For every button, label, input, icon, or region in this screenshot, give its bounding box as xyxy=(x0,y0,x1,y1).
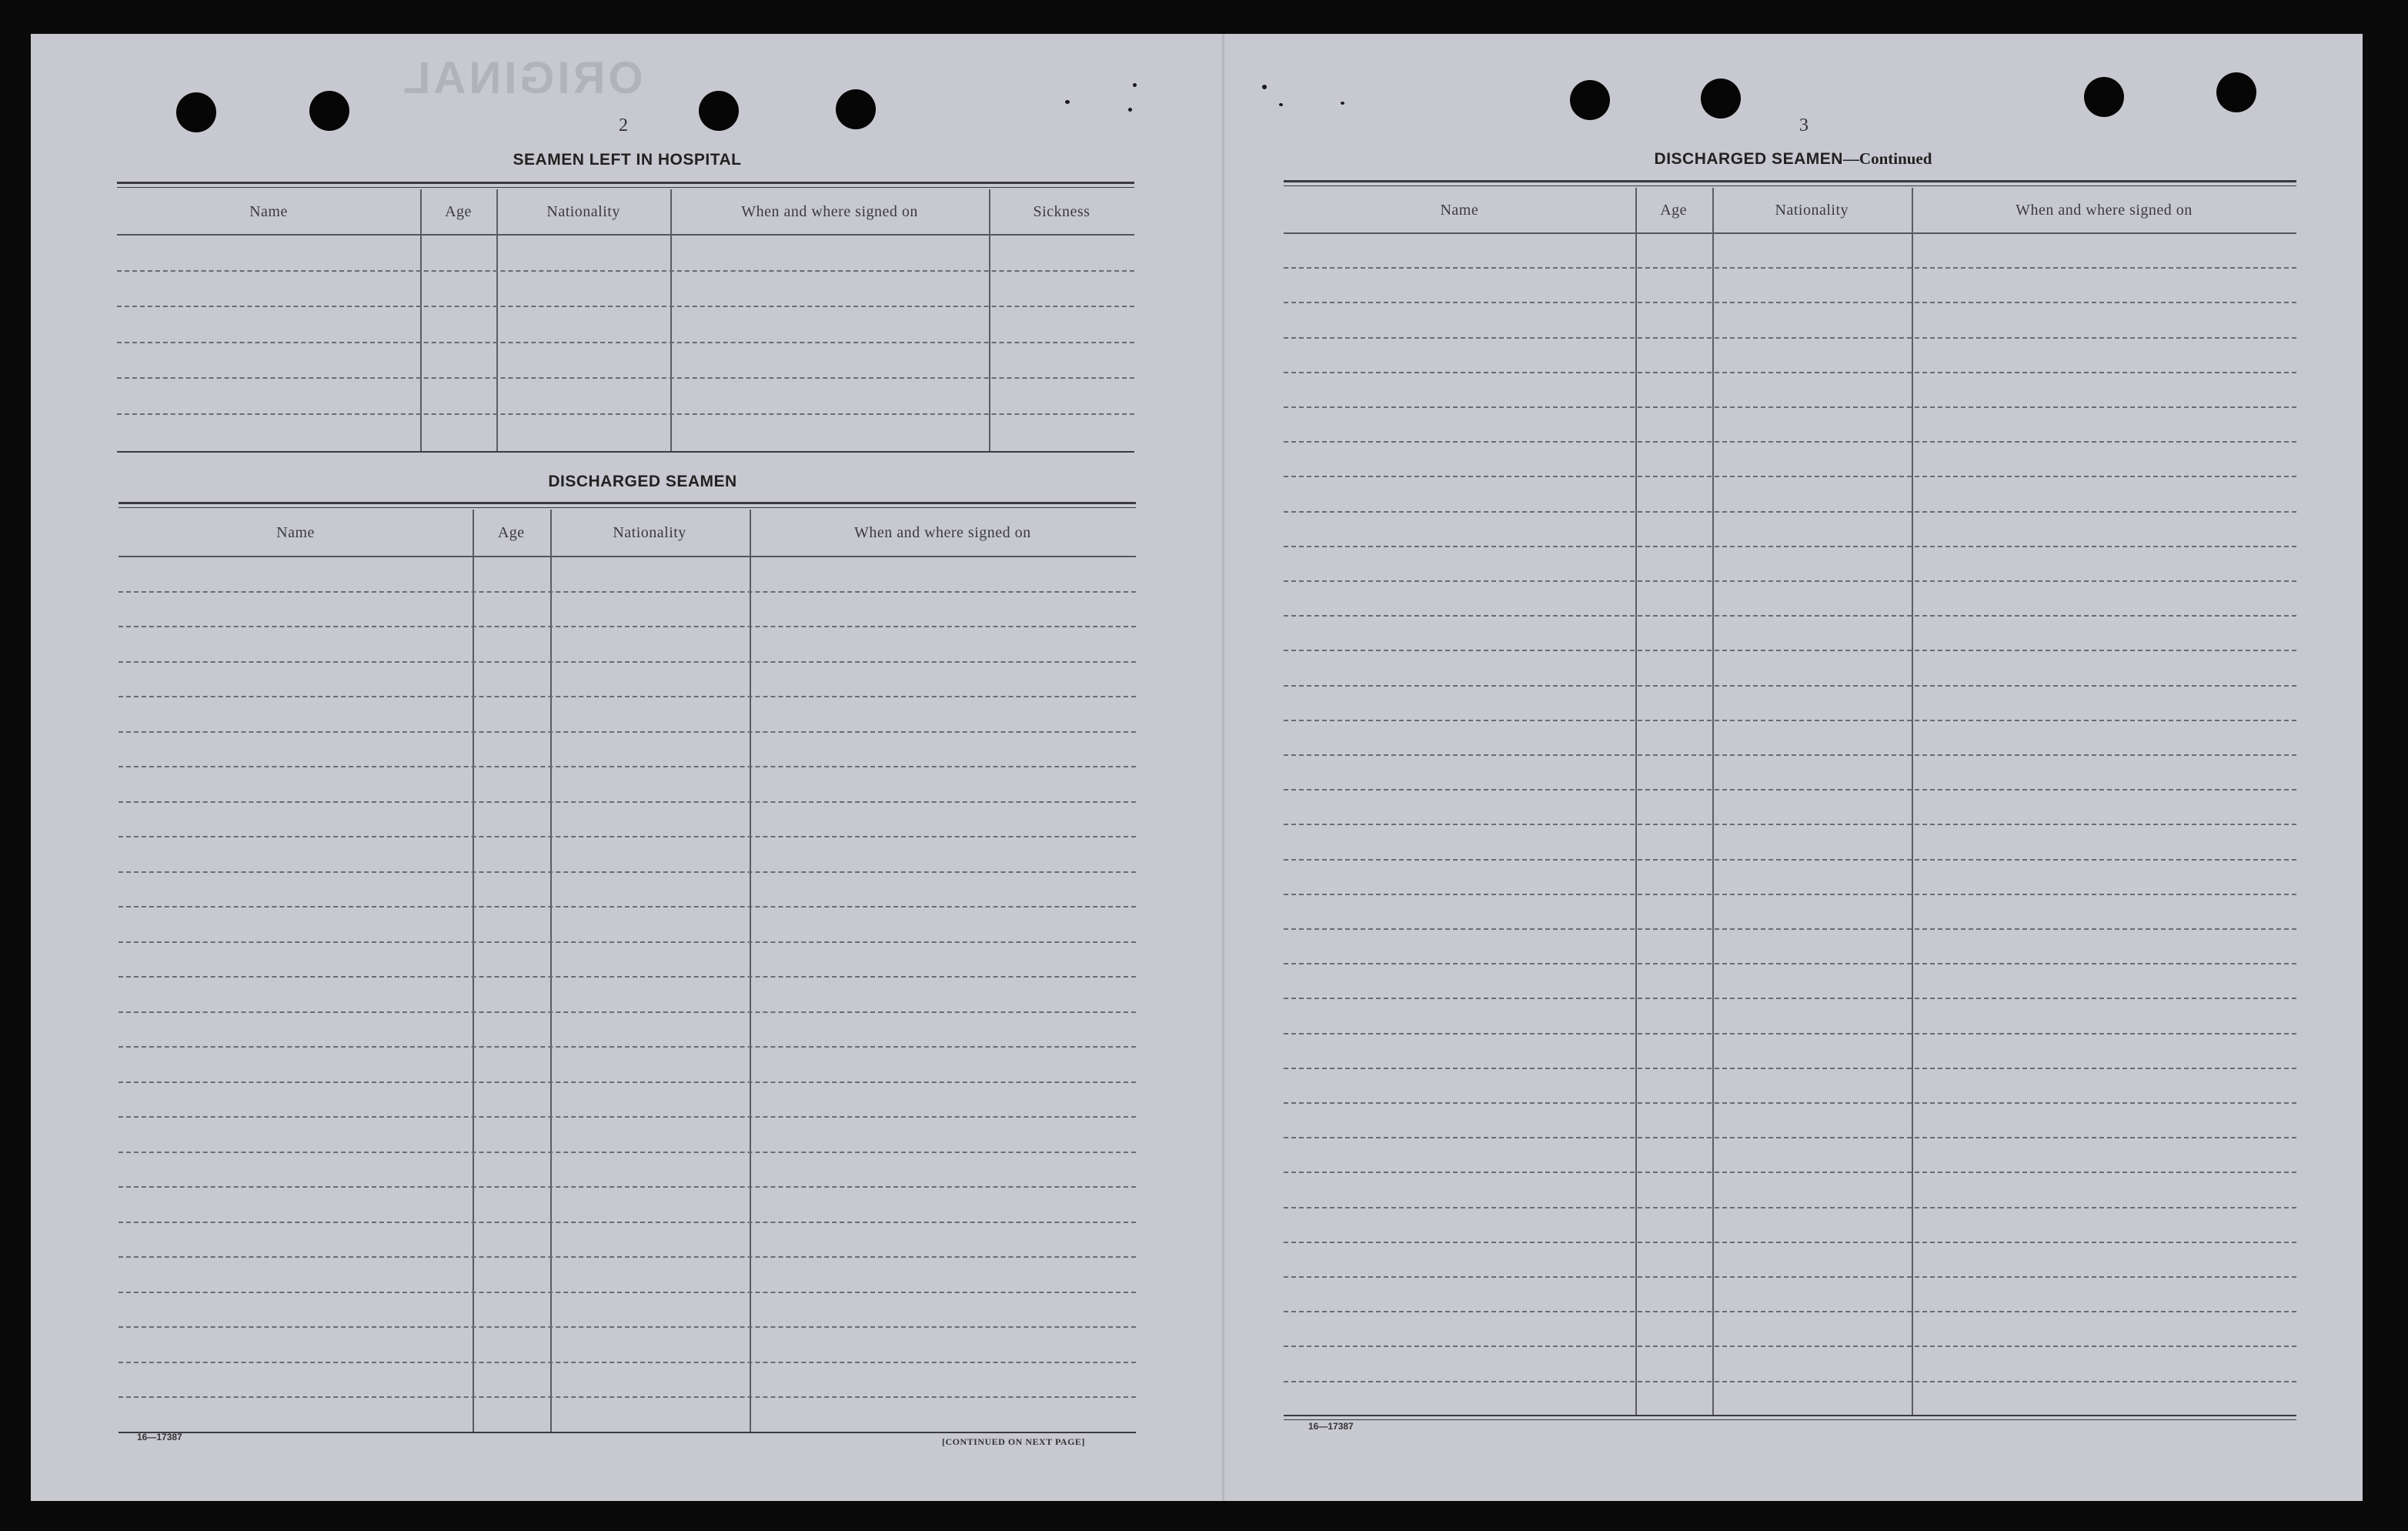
discharged-continued-table xyxy=(1284,180,2296,1415)
table-row xyxy=(117,270,1134,272)
column-divider xyxy=(750,510,751,1432)
column-header-sickness: Sickness xyxy=(1033,203,1090,220)
table-bottom-rule xyxy=(1284,1419,2296,1420)
column-header-name: Name xyxy=(1440,202,1479,219)
table-top-rule xyxy=(119,502,1136,504)
table-row xyxy=(119,626,1136,627)
table-row xyxy=(1284,1207,2296,1208)
table-row xyxy=(1284,824,2296,825)
form-number: 16—17387 xyxy=(137,1432,182,1442)
table-row xyxy=(119,1186,1136,1188)
table-row xyxy=(1284,267,2296,269)
column-header-when-and-where-signed-on: When and where signed on xyxy=(853,524,1031,541)
column-divider xyxy=(670,189,672,451)
table-row xyxy=(1284,685,2296,687)
table-row xyxy=(1284,372,2296,373)
table-row xyxy=(1284,511,2296,513)
table-row xyxy=(119,731,1136,733)
table-row xyxy=(1284,1172,2296,1173)
column-divider xyxy=(420,189,422,451)
section-title-hospital: SEAMEN LEFT IN HOSPITAL xyxy=(513,151,742,169)
punch-hole xyxy=(2216,72,2256,112)
punch-hole xyxy=(1701,79,1741,119)
ink-speck xyxy=(1262,85,1267,89)
column-divider xyxy=(550,510,552,1432)
table-row xyxy=(119,1222,1136,1223)
ink-speck xyxy=(1341,102,1344,105)
table-row xyxy=(119,1152,1136,1153)
table-row xyxy=(1284,1033,2296,1035)
form-number: 16—17387 xyxy=(1308,1421,1354,1432)
table-row xyxy=(1284,1102,2296,1104)
table-row xyxy=(1284,1242,2296,1243)
table-row xyxy=(1284,337,2296,339)
table-row xyxy=(119,1046,1136,1048)
table-row xyxy=(1284,650,2296,651)
discharged-table xyxy=(119,502,1136,1432)
punch-hole xyxy=(1570,80,1610,120)
table-row xyxy=(1284,1345,2296,1347)
original-stamp: ORIGINAL xyxy=(400,53,643,103)
table-top-rule xyxy=(117,182,1134,184)
header-rule xyxy=(117,234,1134,236)
table-row xyxy=(1284,302,2296,303)
table-row xyxy=(1284,720,2296,721)
table-bottom-rule xyxy=(119,1432,1136,1433)
table-row xyxy=(1284,1311,2296,1312)
table-row xyxy=(119,871,1136,873)
table-row xyxy=(119,766,1136,767)
table-row xyxy=(1284,754,2296,756)
punch-hole xyxy=(836,89,876,129)
table-row xyxy=(1284,1137,2296,1138)
table-row xyxy=(119,976,1136,978)
table-row xyxy=(1284,580,2296,582)
table-top-rule xyxy=(117,187,1134,188)
column-divider xyxy=(989,189,990,451)
page-fold xyxy=(1222,34,1224,1501)
section-title-discharged: DISCHARGED SEAMEN xyxy=(548,473,737,490)
table-top-rule xyxy=(1284,180,2296,182)
column-header-name: Name xyxy=(249,203,288,220)
table-row xyxy=(1284,928,2296,930)
punch-hole xyxy=(2084,77,2124,117)
table-row xyxy=(1284,406,2296,408)
table-row xyxy=(119,836,1136,837)
table-row xyxy=(119,591,1136,593)
table-row xyxy=(1284,998,2296,999)
table-bottom-rule xyxy=(117,451,1134,453)
column-header-nationality: Nationality xyxy=(613,524,686,541)
column-divider xyxy=(1712,188,1714,1415)
punch-hole xyxy=(176,92,216,132)
table-row xyxy=(119,941,1136,943)
table-row xyxy=(1284,1381,2296,1382)
column-header-nationality: Nationality xyxy=(1775,202,1849,219)
table-row xyxy=(117,306,1134,307)
table-bottom-rule xyxy=(1284,1415,2296,1416)
table-row xyxy=(1284,894,2296,895)
column-header-name: Name xyxy=(276,524,315,541)
table-row xyxy=(117,377,1134,379)
table-row xyxy=(119,1362,1136,1363)
ink-speck xyxy=(1065,100,1070,104)
table-row xyxy=(1284,1068,2296,1069)
section-title-text: DISCHARGED SEAMEN xyxy=(1654,150,1843,168)
punch-hole xyxy=(699,91,739,131)
table-row xyxy=(119,661,1136,663)
table-row xyxy=(119,696,1136,697)
column-header-age: Age xyxy=(497,524,525,541)
column-divider xyxy=(1635,188,1637,1415)
column-divider xyxy=(1912,188,1913,1415)
continued-note: [CONTINUED ON NEXT PAGE] xyxy=(942,1436,1085,1447)
table-row xyxy=(119,1116,1136,1118)
ink-speck xyxy=(1133,83,1137,87)
column-divider xyxy=(473,510,474,1432)
column-header-when-and-where-signed-on: When and where signed on xyxy=(2016,202,2193,219)
table-row xyxy=(117,342,1134,343)
header-rule xyxy=(119,556,1136,557)
table-row xyxy=(1284,615,2296,617)
table-row xyxy=(1284,546,2296,547)
table-row xyxy=(119,1292,1136,1293)
column-header-nationality: Nationality xyxy=(546,203,620,220)
table-row xyxy=(1284,441,2296,443)
table-row xyxy=(1284,963,2296,964)
table-row xyxy=(119,906,1136,908)
table-row xyxy=(119,1326,1136,1328)
column-divider xyxy=(496,189,498,451)
page-number: 3 xyxy=(1799,115,1809,135)
table-row xyxy=(119,1011,1136,1013)
table-row xyxy=(1284,859,2296,861)
section-title-suffix: —Continued xyxy=(1842,149,1932,168)
header-rule xyxy=(1284,232,2296,234)
table-row xyxy=(119,801,1136,803)
section-title-discharged-continued xyxy=(1570,149,2016,169)
column-header-when-and-where-signed-on: When and where signed on xyxy=(741,203,918,220)
hospital-table xyxy=(117,182,1134,451)
table-row xyxy=(1284,476,2296,477)
table-row xyxy=(119,1396,1136,1398)
ink-speck xyxy=(1128,108,1132,112)
column-header-age: Age xyxy=(445,203,472,220)
column-header-age: Age xyxy=(1660,202,1688,219)
table-row xyxy=(117,413,1134,415)
page-number: 2 xyxy=(619,115,628,135)
table-row xyxy=(1284,1276,2296,1278)
table-row xyxy=(119,1081,1136,1083)
punch-hole xyxy=(309,91,349,131)
table-row xyxy=(119,1256,1136,1258)
ink-speck xyxy=(1279,103,1283,106)
table-row xyxy=(1284,789,2296,791)
table-top-rule xyxy=(119,507,1136,508)
